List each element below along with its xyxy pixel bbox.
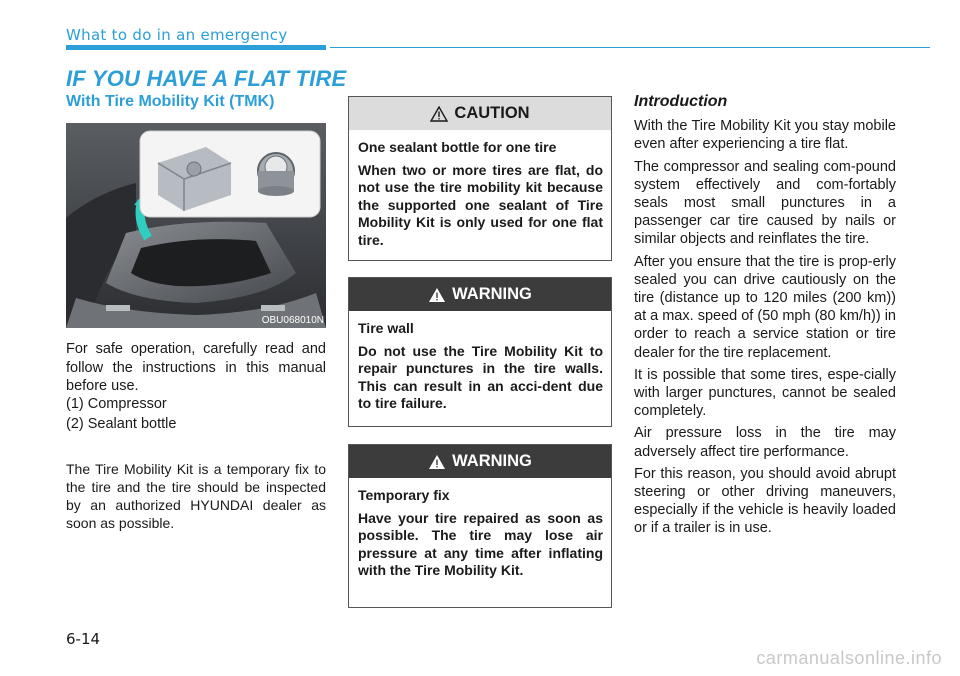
warning-box-tire-wall xyxy=(348,277,612,427)
warning-header xyxy=(349,445,611,478)
section-rule-thick xyxy=(66,45,326,50)
caution-body xyxy=(349,130,611,257)
intro-paragraph: After you ensure that the tire is prop-erly sealed you can drive cautiously on the tire (distance up to 120 miles (200 km)) at a max. speed of (50 mph (80 km/h)) in order to reach a service station or tire dealer for the tire replacement. xyxy=(634,253,896,361)
intro-paragraph: The compressor and sealing com-pound system effectively and com-fortably seals most small punctures in a passenger car tire caused by nails or similar objects and reinflates the tire. xyxy=(634,158,896,248)
caution-label: CAUTION xyxy=(454,104,530,122)
caution-text: When two or more tires are flat, do not use the tire mobility kit because the supported one sealant of Tire Mobility Kit is only used for one flat tire. xyxy=(358,161,603,248)
intro-paragraph: Air pressure loss in the tire may adversely affect tire performance. xyxy=(634,425,896,460)
introduction-heading: Introduction xyxy=(634,93,728,110)
watermark: carmanualsonline.info xyxy=(756,648,942,668)
list-item-sealant: (2) Sealant bottle xyxy=(66,416,177,432)
page-number: 6-14 xyxy=(66,630,101,648)
intro-paragraph: With the Tire Mobility Kit you stay mobile even after experiencing a tire flat. xyxy=(634,118,896,153)
warning-triangle-icon xyxy=(428,287,446,303)
safety-intro-text: For safe operation, carefully read and follow the instructions in this manual before use. xyxy=(66,341,326,394)
warning-title: Tire wall xyxy=(358,320,414,336)
warning-box-temporary-fix xyxy=(348,444,612,608)
section-rule-thin xyxy=(330,47,930,48)
warning-triangle-icon xyxy=(428,454,446,470)
warning-label: WARNING xyxy=(452,285,532,303)
caution-title: One sealant bottle for one tire xyxy=(358,139,557,155)
list-item-compressor: (1) Compressor xyxy=(66,396,167,412)
warning-body xyxy=(349,478,611,588)
warning-title: Temporary fix xyxy=(358,487,450,503)
tmk-photo xyxy=(66,123,326,328)
section-label: What to do in an emergency xyxy=(66,26,288,44)
warning-text: Do not use the Tire Mobility Kit to repair punctures in the tire walls. This can result in an acci-dent due to tire failure. xyxy=(358,342,603,411)
tmk-note-text: The Tire Mobility Kit is a temporary fix to the tire and the tire should be inspected by an authorized HYUNDAI dealer as soon as possible. xyxy=(66,461,326,531)
warning-label: WARNING xyxy=(452,452,532,470)
warning-header xyxy=(349,278,611,311)
warning-body xyxy=(349,311,611,421)
caution-box xyxy=(348,96,612,261)
intro-paragraph: It is possible that some tires, espe-cially with larger punctures, cannot be sealed completely. xyxy=(634,366,896,420)
figure-code: OBU068010N xyxy=(261,315,324,326)
page-title: IF YOU HAVE A FLAT TIRE xyxy=(66,66,347,91)
introduction-section xyxy=(634,93,896,542)
page-subtitle: With Tire Mobility Kit (TMK) xyxy=(66,93,275,110)
car-trunk-illustration xyxy=(66,123,326,328)
warning-text: Have your tire repaired as soon as possible. The tire may lose air pressure at any time after inflating with the Tire Mobility Kit. xyxy=(358,509,603,578)
tmk-note xyxy=(66,460,326,532)
caution-header xyxy=(349,97,611,130)
safety-intro xyxy=(66,340,326,396)
intro-paragraph: For this reason, you should avoid abrupt steering or other driving maneuvers, especially if the vehicle is heavily loaded or if a trailer is in use. xyxy=(634,465,896,537)
warning-triangle-icon xyxy=(430,106,448,122)
